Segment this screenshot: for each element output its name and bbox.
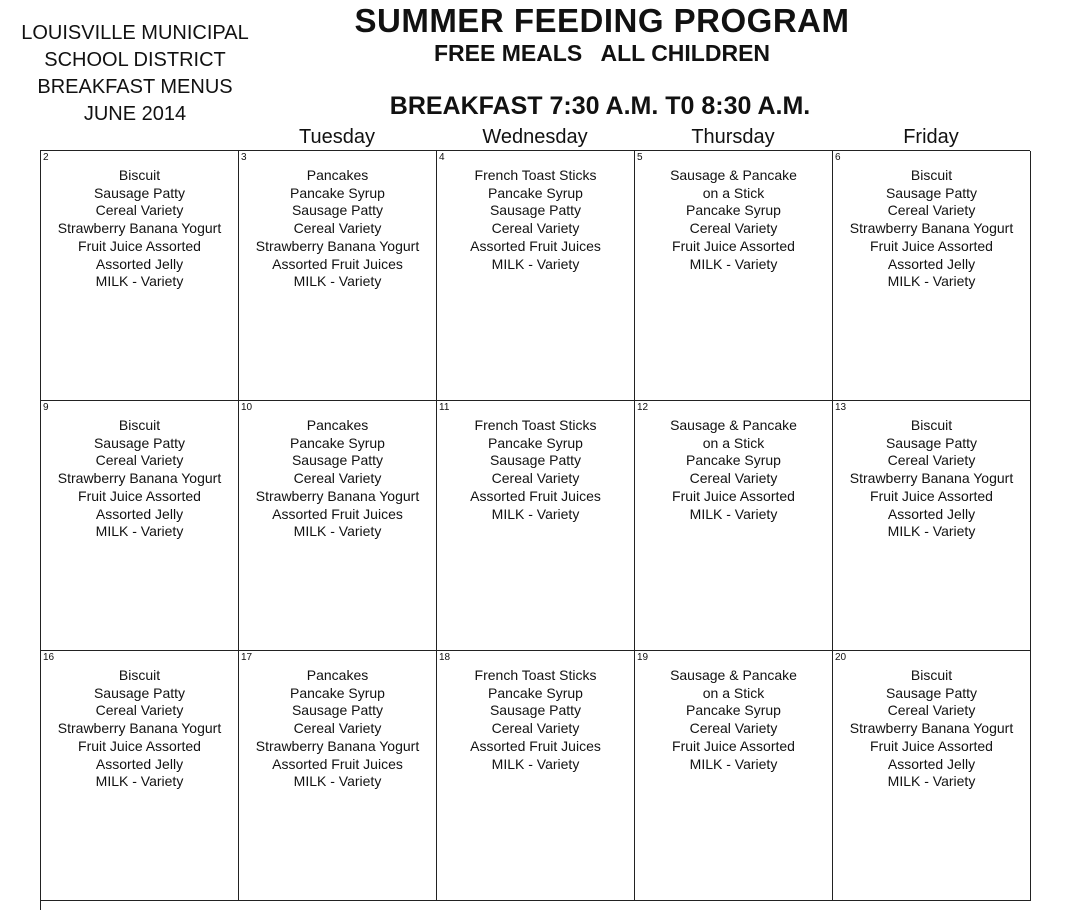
menu-item: Assorted Fruit Juices [470,737,601,754]
menu-item: Sausage & Pancake [670,417,797,433]
menu-item-list [437,167,634,273]
menu-item: Assorted Fruit Juices [272,505,403,522]
menu-item-list [833,167,1030,291]
menu-item: Pancakes [306,167,369,183]
menu-item: Assorted Jelly [887,255,976,272]
menu-item: MILK - Variety [293,773,382,790]
menu-item: Assorted Fruit Juices [470,237,601,254]
menu-item: on a Stick [702,434,765,451]
menu-item: Fruit Juice Assorted [78,237,201,254]
day-cell [239,401,437,651]
date-number: 2 [43,152,49,163]
menu-item: Assorted Jelly [95,755,184,772]
menu-item: Sausage Patty [489,702,582,719]
day-cell [635,151,833,401]
meal-time-heading: BREAKFAST 7:30 A.M. T0 8:30 A.M. [389,92,811,120]
menu-item: Cereal Variety [491,720,580,737]
menu-item: Fruit Juice Assorted [672,737,795,754]
date-number: 5 [637,152,643,163]
day-cell [635,401,833,651]
menu-item: Cereal Variety [95,452,184,469]
menu-item: Biscuit [910,417,953,433]
menu-item: Fruit Juice Assorted [78,737,201,754]
menu-item: French Toast Sticks [474,417,597,433]
menu-item: Fruit Juice Assorted [870,737,993,754]
menu-item: MILK - Variety [293,523,382,540]
menu-item: Cereal Variety [887,202,976,219]
date-number: 19 [637,652,649,663]
menu-item: Cereal Variety [293,220,382,237]
menu-item: Fruit Juice Assorted [870,487,993,504]
date-number: 10 [241,402,253,413]
menu-item: Pancake Syrup [686,702,781,719]
date-number: 18 [439,652,451,663]
menu-item-list [635,417,832,523]
menu-item: Pancake Syrup [686,202,781,219]
menu-item: Sausage Patty [489,452,582,469]
menu-item-list [41,167,238,291]
date-number: 9 [43,402,49,413]
week-row [41,651,1030,901]
date-number: 13 [835,402,847,413]
date-number: 6 [835,152,841,163]
district-line: BREAKFAST MENUS [37,76,233,98]
menu-item: Assorted Jelly [95,505,184,522]
menu-item: Sausage Patty [93,684,186,701]
menu-item: Cereal Variety [689,470,778,487]
menu-item-list [239,667,436,791]
menu-item: Biscuit [118,167,161,183]
menu-item: Strawberry Banana Yogurt [57,470,222,487]
day-cell [437,401,635,651]
menu-item: Pancake Syrup [290,434,385,451]
menu-item: Pancake Syrup [290,684,385,701]
program-title: SUMMER FEEDING PROGRAM [354,2,850,39]
menu-item: MILK - Variety [887,523,976,540]
menu-item: Sausage Patty [93,184,186,201]
menu-calendar-grid [40,150,1030,910]
day-cell [833,401,1031,651]
day-cell [437,151,635,401]
menu-item-list [437,667,634,773]
day-cell [239,151,437,401]
day-header-row [40,126,1030,150]
day-cell [635,651,833,901]
menu-item: MILK - Variety [887,273,976,290]
menu-item: MILK - Variety [95,523,184,540]
menu-item: Strawberry Banana Yogurt [849,720,1014,737]
menu-item: Strawberry Banana Yogurt [849,220,1014,237]
menu-item: Cereal Variety [95,202,184,219]
menu-item: Pancake Syrup [488,684,583,701]
menu-item: French Toast Sticks [474,167,597,183]
menu-item: on a Stick [702,184,765,201]
day-cell [437,651,635,901]
menu-item: Strawberry Banana Yogurt [57,220,222,237]
date-number: 17 [241,652,253,663]
date-number: 11 [439,402,450,413]
menu-item: Strawberry Banana Yogurt [255,237,420,254]
menu-item: Sausage Patty [291,452,384,469]
menu-item: Sausage Patty [93,434,186,451]
date-number: 20 [835,652,847,663]
menu-item: Pancake Syrup [686,452,781,469]
menu-item: Assorted Jelly [887,505,976,522]
menu-item: MILK - Variety [293,273,382,290]
menu-item-list [833,417,1030,541]
program-subtitle: FREE MEALS ALL CHILDREN [433,40,771,66]
menu-item: Pancake Syrup [488,184,583,201]
menu-item: MILK - Variety [689,505,778,522]
menu-item: Fruit Juice Assorted [870,237,993,254]
date-number: 3 [241,152,247,163]
menu-item: Cereal Variety [491,220,580,237]
menu-item: Pancakes [306,417,369,433]
menu-item: Cereal Variety [293,470,382,487]
menu-item: Strawberry Banana Yogurt [255,487,420,504]
menu-item-list [635,167,832,273]
week-row [41,401,1030,651]
menu-item: French Toast Sticks [474,667,597,683]
day-header: Friday [903,126,959,148]
menu-item: Assorted Fruit Juices [470,487,601,504]
menu-item: Pancake Syrup [488,434,583,451]
date-number: 4 [439,152,445,163]
date-number: 12 [637,402,649,413]
day-cell [239,651,437,901]
menu-item-list [437,417,634,523]
menu-item: Fruit Juice Assorted [672,487,795,504]
menu-item: Biscuit [118,417,161,433]
menu-item: Sausage & Pancake [670,167,797,183]
day-cell [833,151,1031,401]
menu-item: Sausage Patty [885,684,978,701]
day-cell [41,151,239,401]
date-number: 16 [43,652,55,663]
menu-item: Assorted Fruit Juices [272,755,403,772]
day-cell [833,651,1031,901]
day-cell [41,651,239,901]
menu-item: Fruit Juice Assorted [78,487,201,504]
menu-item: Strawberry Banana Yogurt [255,737,420,754]
menu-item: MILK - Variety [689,755,778,772]
menu-item: Sausage & Pancake [670,667,797,683]
menu-item: MILK - Variety [491,505,580,522]
menu-item: Strawberry Banana Yogurt [849,470,1014,487]
menu-item-list [41,667,238,791]
menu-item: Pancake Syrup [290,184,385,201]
menu-item: Cereal Variety [887,702,976,719]
menu-item: Cereal Variety [689,720,778,737]
menu-item: Pancakes [306,667,369,683]
district-line: JUNE 2014 [83,103,187,125]
menu-item: MILK - Variety [95,773,184,790]
menu-item: Cereal Variety [293,720,382,737]
menu-item: Strawberry Banana Yogurt [57,720,222,737]
menu-item-list [239,167,436,291]
day-header: Tuesday [299,126,375,148]
menu-item: MILK - Variety [689,255,778,272]
menu-item-list [41,417,238,541]
menu-item: Assorted Jelly [95,255,184,272]
menu-item: MILK - Variety [95,273,184,290]
menu-item: Cereal Variety [95,702,184,719]
day-cell [41,401,239,651]
district-line: LOUISVILLE MUNICIPAL [21,22,249,44]
menu-item-list [635,667,832,773]
menu-item: Cereal Variety [689,220,778,237]
district-line: SCHOOL DISTRICT [44,49,226,71]
menu-item: Sausage Patty [291,702,384,719]
week-row [41,151,1030,401]
menu-item: MILK - Variety [491,755,580,772]
menu-item: Sausage Patty [489,202,582,219]
menu-item: Sausage Patty [885,434,978,451]
menu-item-list [239,417,436,541]
day-header: Wednesday [482,126,588,148]
menu-item: MILK - Variety [491,255,580,272]
menu-item: Cereal Variety [887,452,976,469]
menu-item: Fruit Juice Assorted [672,237,795,254]
menu-item: on a Stick [702,684,765,701]
menu-item-list [833,667,1030,791]
menu-item: MILK - Variety [887,773,976,790]
menu-item: Cereal Variety [491,470,580,487]
day-header: Thursday [691,126,775,148]
menu-item: Biscuit [910,667,953,683]
menu-item: Biscuit [910,167,953,183]
district-heading [0,20,270,128]
menu-item: Sausage Patty [291,202,384,219]
menu-item: Biscuit [118,667,161,683]
menu-item: Assorted Jelly [887,755,976,772]
menu-item: Sausage Patty [885,184,978,201]
menu-item: Assorted Fruit Juices [272,255,403,272]
